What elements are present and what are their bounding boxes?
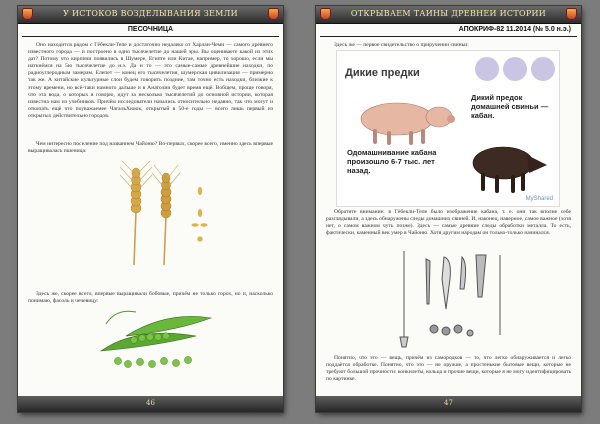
right-page <box>316 6 581 412</box>
copper-artifacts-illustration <box>396 249 526 349</box>
right-footer-bar <box>316 396 581 412</box>
domestic-pig-image <box>347 95 457 145</box>
emblem-icon <box>566 8 577 20</box>
emblem-icon <box>320 8 331 20</box>
decorative-circle <box>531 57 555 81</box>
right-intro: Здесь же — первое свидетельство о приручении свиньи: <box>334 42 469 48</box>
wheat-illustration <box>108 161 228 266</box>
left-paragraph-1: Оно находится рядом с Гёбекли-Тепе и достаточно недалеко от Харлан-Чеми — самого древнего известного города — и построено в одно тысячелетие до нашей эры. Вы оцениваете какой из этих дат? Потому что кирпичи появились в Шумере, Египте или Китае, например, то хорошо, если мы наткнёмся на 5ю тысячелетие до н.э. Да и то — это самые-самые древнейшие находки, по радиоуглеродным замерам. Елепет — конец его тысячелетия, шумерская цивилизация — примерно так же. А китайские культурные слои будем говорить поздние, там точно есть находки, близкие к этому времени, но всё-таки намного дальше и в Анатолии будет время ещё. Вобщем, проще говоря, что эта вода, о которых я говорю, идут за несколько тысячелетий до основной истории, которая известна нам из учебников. Причём исследователи начались относительно недавно, так что могут и откопать ещё что поуважаемее ЧатальХююк, открытый в 50-е годы — всего лишь первый из открытых действительно городов. <box>28 42 273 119</box>
left-page <box>18 6 283 412</box>
right-paragraph-2: Понятно, что это — вещь, причём из самородков — то, что легко обнаруживается и легко поддаётся обработке. Понятно, что это — не оружие, а простенькие бытовые вещи, которые не требуют большой прочности: конкилеты, кольца и прочие вещи, которые я не могу идентифицировать по картинке. <box>326 355 571 383</box>
wild-boar-image <box>459 137 551 195</box>
left-header-title: У ИСТОКОВ ВОЗДЕЛЫВАНИЯ ЗЕМЛИ <box>63 9 238 18</box>
left-header-bar <box>18 6 283 24</box>
left-section-title: ПЕСОЧНИЦА <box>22 26 279 37</box>
page-number: 47 <box>444 399 453 407</box>
page-number: 46 <box>146 399 155 407</box>
wild-ancestors-slide <box>336 50 560 207</box>
boar-caption: Дикий предок домашней свиньи — кабан. <box>471 93 549 120</box>
decorative-circle <box>475 57 499 81</box>
right-section-title: АПОКРИФ-82 11.2014 (№ 5.0 н.э.) <box>320 26 577 37</box>
left-paragraph-2: Чем интересно поселение под названием Чайоню? Во-первых, скорее всего, именно здесь впервые выращивалась пшеница: <box>28 141 273 155</box>
emblem-icon <box>22 8 33 20</box>
left-paragraph-3: Здесь же, скорее всего, впервые выращивали бобовые, причём не только горох, но и, насколько понимаю, фасоль и чечевицу: <box>28 291 273 305</box>
right-header-bar <box>316 6 581 24</box>
emblem-icon <box>268 8 279 20</box>
slide-title: Дикие предки <box>345 67 420 79</box>
peas-illustration <box>96 306 216 371</box>
watermark: MyShared <box>525 196 553 202</box>
left-footer-bar <box>18 396 283 412</box>
decorative-circle <box>503 57 527 81</box>
right-header-title: ОТКРЫВАЕМ ТАЙНЫ ДРЕВНЕЙ ИСТОРИИ <box>350 9 547 18</box>
domestication-caption: Одомашнивание кабана произошло 6-7 тыс. лет назад. <box>347 148 437 175</box>
right-paragraph-1: Обратите внимание: в Гёбекли-Тепе было изображение кабана, т. е. они так вполне себе разглядывали, а здесь обнаружены следы домашних свиней. И, наконец, наверное, самое важное (хотя нет, о самом важном чуть позже). Здесь — самые древние следы обработки металла. То есть, фактически, каменный век умер в Чайоню. Хотя другим народам он только-только начинался. <box>326 209 571 237</box>
